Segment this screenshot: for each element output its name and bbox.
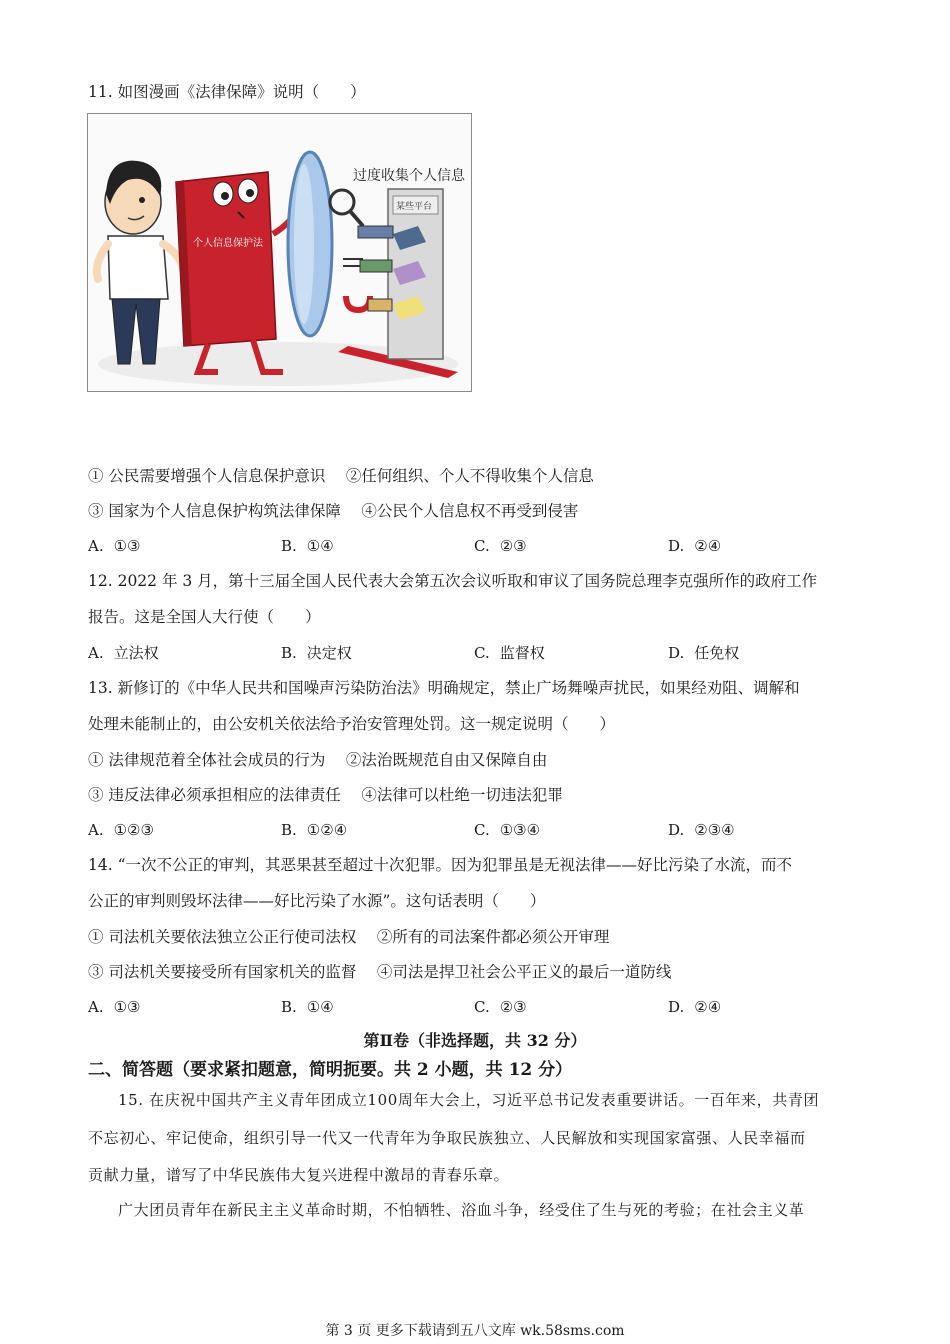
q13-stem-line2: 处理未能制止的，由公安机关依法给予治安管理处罚。这一规定说明（ ）	[88, 715, 616, 733]
grabbing-tools	[330, 190, 393, 311]
q11-option-d[interactable]: D. ②④	[668, 537, 722, 555]
comic-illustration	[88, 114, 472, 392]
q14-option-c[interactable]: C. ②③	[474, 998, 527, 1016]
q12-option-d[interactable]: D. 任免权	[668, 644, 740, 662]
q14-statements-2: ③ 司法机关要接受所有国家机关的监督 ④司法是捍卫社会公平正义的最后一道防线	[88, 963, 672, 981]
q14-option-a[interactable]: A. ①③	[88, 998, 141, 1016]
q14-option-d[interactable]: D. ②④	[668, 998, 722, 1016]
q14-stem-line2: 公正的审判则毁坏法律——好比污染了水源”。这句话表明（ ）	[88, 892, 546, 910]
q15-para1-line3: 贡献力量，谱写了中华民族伟大复兴进程中激昂的青春乐章。	[88, 1166, 510, 1184]
man-figure	[97, 161, 183, 364]
q14-option-b[interactable]: B. ①④	[281, 998, 334, 1016]
q14-statements-1: ① 司法机关要依法独立公正行使司法权 ②所有的司法案件都必须公开审理	[88, 928, 610, 946]
q11-statements-2: ③ 国家为个人信息保护构筑法律保障 ④公民个人信息权不再受到侵害	[88, 502, 579, 520]
q11-stem: 11. 如图漫画《法律保障》说明（ ）	[88, 83, 366, 101]
q12-option-c[interactable]: C. 监督权	[474, 644, 545, 662]
platform-label: 某些平台	[396, 202, 433, 212]
comic-headline: 过度收集个人信息	[353, 168, 465, 184]
q12-stem-line1: 12. 2022 年 3 月，第十三届全国人民代表大会第五次会议听取和审议了国务院总理李克强所作的政府工作	[88, 572, 818, 590]
q11-option-a[interactable]: A. ①③	[88, 537, 141, 555]
q11-option-c[interactable]: C. ②③	[474, 537, 527, 555]
q15-para1-line2: 不忘初心、牢记使命，组织引导一代又一代青年为争取民族独立、人民解放和实现国家富强、人民幸福而	[88, 1129, 806, 1147]
law-book	[176, 172, 300, 372]
q13-stem-line1: 13. 新修订的《中华人民共和国噪声污染防治法》明确规定，禁止广场舞噪声扰民，如果经劝阻、调解和	[88, 679, 800, 697]
q11-statements-1: ① 公民需要增强个人信息保护意识 ②任何组织、个人不得收集个人信息	[88, 467, 594, 485]
platform-cabinet	[388, 189, 443, 359]
q13-option-b[interactable]: B. ①②④	[281, 821, 348, 839]
q13-option-a[interactable]: A. ①②③	[88, 821, 154, 839]
q13-option-c[interactable]: C. ①③④	[474, 821, 541, 839]
book-label: 个人信息保护法	[193, 238, 263, 249]
part-title: 二、简答题（要求紧扣题意，简明扼要。共 2 小题，共 12 分）	[88, 1060, 573, 1080]
q12-option-a[interactable]: A. 立法权	[88, 644, 159, 662]
q13-statements-1: ① 法律规范着全体社会成员的行为 ②法治既规范自由又保障自由	[88, 751, 548, 769]
comic-image	[87, 113, 472, 392]
section-title: 第Ⅱ卷（非选择题，共 32 分）	[363, 1031, 587, 1050]
q13-statements-2: ③ 违反法律必须承担相应的法律责任 ④法律可以杜绝一切违法犯罪	[88, 786, 563, 804]
q12-stem-line2: 报告。这是全国人大行使（ ）	[88, 608, 321, 626]
q14-stem-line1: 14. “一次不公正的审判，其恶果甚至超过十次犯罪。因为犯罪虽是无视法律——好比污染了水流，而不	[88, 856, 793, 874]
q15-para2-line1: 广大团员青年在新民主主义革命时期，不怕牺牲、浴血斗争，经受住了生与死的考验；在社会主义革	[118, 1201, 805, 1219]
magnifier-lens	[288, 152, 332, 336]
q13-option-d[interactable]: D. ②③④	[668, 821, 735, 839]
q11-option-b[interactable]: B. ①④	[281, 537, 334, 555]
q15-para1-line1: 15. 在庆祝中国共产主义青年团成立100周年大会上，习近平总书记发表重要讲话。一百年来，共青团	[118, 1091, 820, 1109]
q12-option-b[interactable]: B. 决定权	[281, 644, 352, 662]
page-footer: 第 3 页 更多下载请到五八文库 wk.58sms.com	[325, 1323, 625, 1339]
